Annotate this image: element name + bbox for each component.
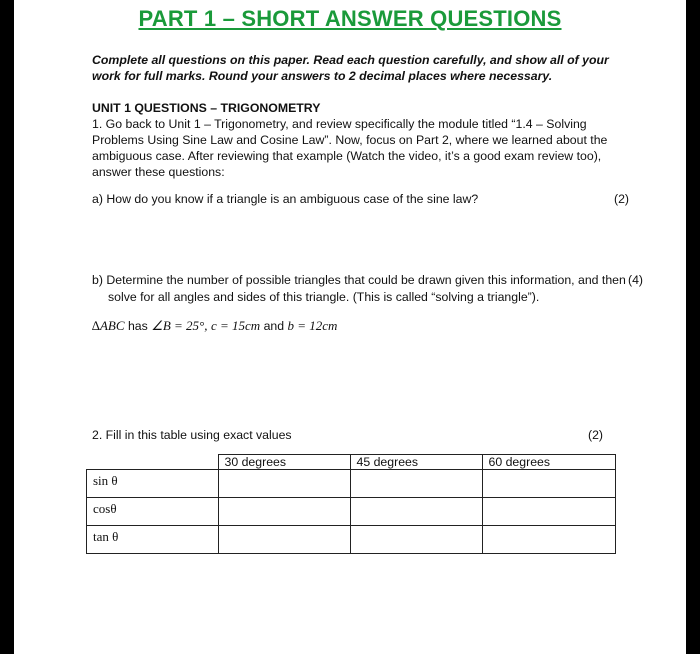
- table-header-30: 30 degrees: [218, 455, 350, 470]
- triangle-given-info: [92, 318, 337, 334]
- answer-cell-tan-30[interactable]: [218, 526, 350, 554]
- table-header-45: 45 degrees: [350, 455, 482, 470]
- answer-cell-cos-30[interactable]: [218, 498, 350, 526]
- angle-b: ∠B = 25°,: [151, 318, 208, 333]
- answer-cell-sin-30[interactable]: [218, 470, 350, 498]
- side-b: b = 12cm: [287, 318, 338, 333]
- question-a-marks: (2): [614, 192, 630, 206]
- has-word: has: [127, 319, 148, 333]
- q1-line-4: answer these questions:: [92, 165, 225, 179]
- answer-cell-sin-45[interactable]: [350, 470, 482, 498]
- table-row: [87, 470, 616, 498]
- and-word: and: [263, 319, 285, 333]
- page-title: PART 1 – SHORT ANSWER QUESTIONS: [138, 6, 562, 31]
- answer-cell-cos-60[interactable]: [482, 498, 615, 526]
- side-c: c = 15cm: [210, 318, 261, 333]
- table-header-60: 60 degrees: [482, 455, 615, 470]
- instructions-line-2: work for full marks. Round your answers to 2 decimal places where necessary.: [92, 69, 553, 83]
- unit-heading: UNIT 1 QUESTIONS – TRIGONOMETRY: [92, 101, 321, 115]
- trig-values-table: [86, 454, 616, 554]
- q1-line-3: ambiguous case. After reviewing that example (Watch the video, it’s a good exam review too),: [92, 149, 602, 163]
- answer-cell-sin-60[interactable]: [482, 470, 615, 498]
- q1-line-2: Problems Using Sine Law and Cosine Law”. Now, focus on Part 2, where we learned about the: [92, 133, 608, 147]
- question-a: a) How do you know if a triangle is an ambiguous case of the sine law?: [92, 192, 479, 206]
- row-label-tan: tan θ: [87, 526, 219, 554]
- answer-cell-tan-60[interactable]: [482, 526, 615, 554]
- question-b-line-1: b) Determine the number of possible triangles that could be drawn given this information, and then: [92, 273, 626, 287]
- question-2-marks: (2): [588, 428, 604, 442]
- row-label-cos: cosθ: [87, 498, 219, 526]
- table-row: [87, 526, 616, 554]
- answer-cell-cos-45[interactable]: [350, 498, 482, 526]
- row-label-sin: sin θ: [87, 470, 219, 498]
- triangle-name: ∆ABC: [92, 318, 125, 333]
- table-header-blank: [87, 455, 219, 470]
- instructions-line-1: Complete all questions on this paper. Read each question carefully, and show all of your: [92, 53, 609, 67]
- table-row: [87, 498, 616, 526]
- question-2: 2. Fill in this table using exact values: [92, 428, 292, 442]
- question-b-line-2: solve for all angles and sides of this triangle. (This is called “solving a triangle”).: [108, 290, 540, 304]
- table-header-row: [87, 455, 616, 470]
- answer-cell-tan-45[interactable]: [350, 526, 482, 554]
- question-b-marks: (4): [628, 273, 644, 287]
- q1-line-1: 1. Go back to Unit 1 – Trigonometry, and review specifically the module titled “1.4 – Solving: [92, 117, 587, 131]
